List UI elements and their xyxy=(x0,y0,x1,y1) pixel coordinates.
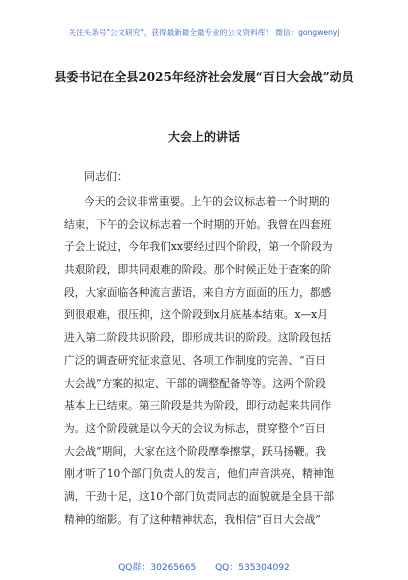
body-line: 刚才听了10个部门负责人的发言，他们声音洪亮，精神饱 xyxy=(64,467,335,481)
body-line: 段，大家面临各种流言蜚语，来自方方面面的压力，都感 xyxy=(64,285,332,299)
document-title-line-2: 大会上的讲话 xyxy=(167,130,240,144)
body-line: 共艰阶段，即共同艰难的阶段。那个时候正处于查案的阶 xyxy=(64,263,332,277)
body-line: 结束，下午的会议标志着一个时期的开始。我曾在四套班 xyxy=(64,217,332,231)
greeting: 同志们： xyxy=(84,170,128,183)
body-line: 到很艰难，很压抑，这个阶段到x月底基本结束。x—x月 xyxy=(64,308,328,322)
body-line: 满，干劲十足，这10个部门负责同志的面貌就是全县干部 xyxy=(64,489,335,503)
body-line: 大会战”方案的拟定、干部的调整配备等等。这两个阶段 xyxy=(64,376,326,390)
body-line: 广泛的调查研究征求意见、各项工作制度的完善、“百日 xyxy=(64,353,326,367)
body-line: 子会上说过，今年我们xx要经过四个阶段，第一个阶段为 xyxy=(64,240,333,254)
body-line: 为。这个阶段就是以今天的会议为标志，贯穿整个“百日 xyxy=(64,421,326,435)
document-body xyxy=(64,191,354,531)
body-line: 进入第二阶段共识阶段，即形成共识的阶段。这阶段包括 xyxy=(64,331,332,345)
body-line: 精神的缩影。有了这种精神状态，我相信“百日大会战” xyxy=(64,512,321,526)
body-line: 今天的会议非常重要。上午的会议标志着一个时期的 xyxy=(84,195,330,208)
qq-group-number: QQ群：30265665 xyxy=(118,563,197,573)
body-line: 大会战”期间，大家在这个阶段摩拳擦掌，跃马扬鞭。我 xyxy=(64,444,326,458)
body-line: 基本上已结束。第三阶段是共为阶段，即行动起来共同作 xyxy=(64,399,332,413)
footer-contact xyxy=(0,560,408,573)
document-title-line-1: 县委书记在全县2025年经济社会发展“百日大会战”动员 xyxy=(54,70,354,84)
qq-number: QQ：535304092 xyxy=(215,563,290,573)
header-banner: 关注头条号"公文研究"，获得最新最全最专业的公文资料库！ 微信：gongwenyj xyxy=(68,28,340,37)
